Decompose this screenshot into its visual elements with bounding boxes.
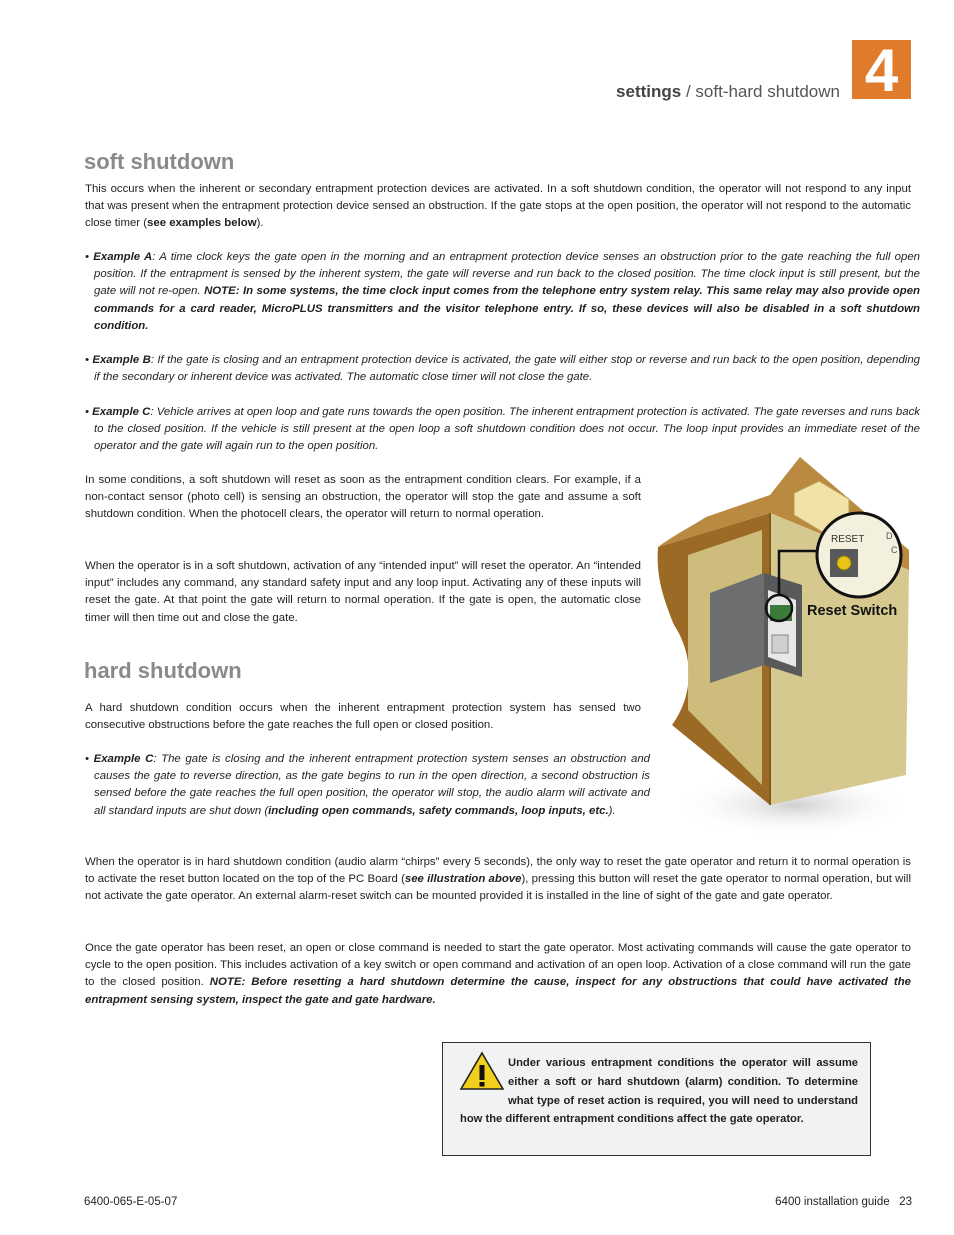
see-illustration-ref: see illustration above [404, 873, 522, 886]
hard-intro-paragraph: A hard shutdown condition occurs when the inherent entrapment protection system has sensed two consecutive obstructions before the gate reaches the full open or closed position. [85, 702, 641, 732]
svg-text:D: D [886, 531, 893, 541]
hard-note: NOTE: Before resetting a hard shutdown determine the cause, inspect for any obstructions that could have activated the entrapment sensing system, inspect the gate and gate hardware. [85, 976, 911, 1006]
see-examples-ref: see examples below [147, 217, 257, 230]
example-a-label: Example A [93, 251, 153, 263]
soft-reset-paragraph: In some conditions, a soft shutdown will reset as soon as the entrapment condition clears. For example, if a non-contact sensor (photo cell) is sensing an obstruction, the operator will stop the gate and assume a soft shutdown condition. When the photocell clears, the operator will return to normal operation. [85, 474, 641, 521]
intended-input-paragraph: When the operator is in a soft shutdown, activation of any “intended input” will reset the operator. An “intended input” includes any command, any standard safety input and any loop input. Activating any of these inputs will reset the gate. At that point the gate will return to normal operation. If the gate is open, the automatic close timer will then time out and close the gate. [85, 560, 641, 624]
example-b-label: Example B [92, 354, 151, 366]
hard-example-c-item: • Example C: The gate is closing and the inherent entrapment protection system senses an obstruction and causes the gate to reverse direction, as the gate begins to run in the open direction, a second obstruction is sensed before the gate reaches the full open position, the operator will stop, the audio alarm will activate and all standard inputs are shut down (including open commands, safety commands, loop inputs, etc.). [85, 753, 651, 817]
reset-label: RESET [831, 534, 865, 545]
hard-example-c-bold: including open commands, safety commands, loop inputs, etc. [268, 804, 609, 817]
warning-text: Under various entrapment conditions the operator will assume either a soft or hard shutdown (alarm) condition. To determine what type of reset action is required, you will need to understand how the different entrapment conditions affect the gate operator. [460, 1057, 858, 1126]
soft-shutdown-heading: soft shutdown [84, 149, 235, 174]
example-b-item: • Example B: If the gate is closing and an entrapment protection device is activated, the gate will either stop or reverse and run back to the open position, depending if the secondary or inherent device was activated. The automatic close timer will not close the gate. [85, 354, 920, 384]
svg-text:C: C [891, 545, 898, 555]
hard-reset-paragraph: When the operator is in hard shutdown condition (audio alarm “chirps” every 5 seconds), the only way to reset the gate operator and return it to normal operation is to activate the reset button located on the top of the PC Board (see illustration above), pressing this button will reset the gate operator to normal operation, but will not activate the gate operator. An external alarm-reset switch can be mounted provided it is installed in the line of sight of the gate and gate operator. [85, 856, 911, 903]
hard-example-c-label: Example C [93, 753, 154, 765]
after-reset-paragraph: Once the gate operator has been reset, an open or close command is needed to start the gate operator. Most activating commands will cause the gate operator to cycle to the open position. This includes activation of a key switch or open command and activation of an open loop. Activation of a close command will run the gate to the closed position. NOTE: Before resetting a hard shutdown determine the cause, inspect for any obstructions that could have activated the entrapment sensing system, inspect the gate and gate hardware. [85, 942, 911, 1006]
example-c-label: Example C [92, 406, 151, 418]
chapter-badge: 4 [852, 40, 911, 99]
example-c-item: • Example C: Vehicle arrives at open loop and gate runs towards the open position. The inherent entrapment protection is activated. The gate reverses and runs back to the closed position. If the vehicle is still present at the open loop a soft shutdown condition does not occur. The loop input provides an immediate reset of the operator and the gate will again run to the open position. [85, 406, 920, 453]
soft-intro-paragraph: This occurs when the inherent or secondary entrapment protection devices are activated. In a soft shutdown condition, the operator will not respond to any input that was present when the entrapment protection device sensed an obstruction. If the gate stops at the open position, the operator will not respond to the automatic close timer (see examples below). [85, 183, 911, 230]
example-a-note: NOTE: In some systems, the time clock input comes from the telephone entry system relay. This same relay may also provide open commands for a card reader, MicroPLUS transmitters and the visitor telephone entry. If so, these devices will also be disabled in a soft shutdown condition. [94, 285, 920, 332]
section-header [616, 82, 840, 102]
example-a-item: • Example A: A time clock keys the gate open in the morning and an entrapment protection device senses an obstruction prior to the gate reaching the full open position. If the entrapment is sensed by the inherent system, the gate will reverse and run back to the closed position. The time clock input is still present, but the gate will not re-open. NOTE: In some systems, the time clock input comes from the telephone entry system relay. This same relay may also provide open commands for a card reader, MicroPLUS transmitters and the visitor telephone entry. If so, these devices will also be disabled in a soft shutdown condition. [85, 251, 921, 332]
gate-operator-illustration [644, 455, 912, 840]
page-number: 23 [899, 1196, 912, 1208]
page-footer [775, 1196, 912, 1208]
doc-number: 6400-065-E-05-07 [84, 1196, 178, 1208]
warning-box [442, 1042, 871, 1156]
hard-shutdown-heading: hard shutdown [84, 658, 242, 683]
section-subtitle: / soft-hard shutdown [681, 82, 840, 101]
guide-name: 6400 installation guide [775, 1196, 890, 1208]
section-name: settings [616, 82, 682, 101]
reset-switch-callout: Reset Switch [807, 603, 898, 619]
